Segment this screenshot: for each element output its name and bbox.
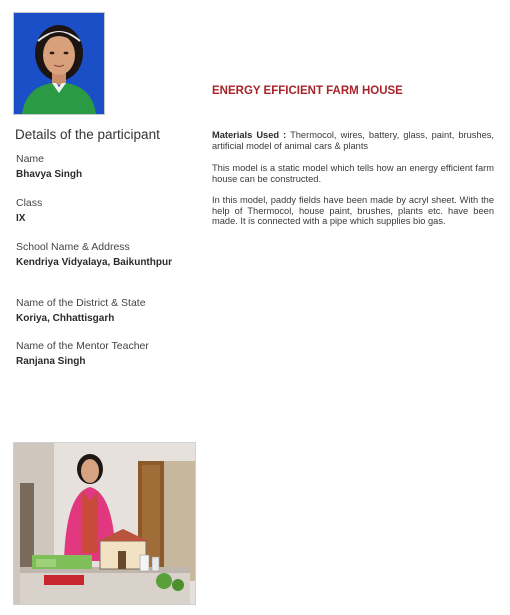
field-district [16,297,216,326]
field-mentor-value: Ranjana Singh [16,356,86,367]
field-class-label: Class [16,197,43,209]
description-paragraph-1: This model is a static model which tells how an energy efficient farm house can be constructed. [212,163,494,184]
participant-portrait-photo [14,13,104,114]
field-district-value: Koriya, Chhattisgarh [16,313,115,324]
description-paragraph-2: In this model, paddy fields have been made by acryl sheet. With the help of Thermocol, house paint, brushes, plants etc. have been made. It is connected with a pipe which supplies bio gas. [212,195,494,227]
portrait-illustration [14,13,104,114]
participant-section-title: Details of the participant [15,127,160,142]
field-district-label: Name of the District & State [16,297,146,309]
materials-text: Thermocol, wires, battery, glass, paint, brushes, artificial model of animal cars & plants [212,130,494,151]
materials-paragraph [212,130,494,151]
materials-label: Materials Used : [212,130,287,140]
model-photo [14,443,195,604]
model-photo-illustration [14,443,195,604]
field-school-label: School Name & Address [16,241,130,253]
field-name [16,153,216,182]
field-name-label: Name [16,153,45,165]
field-class-value: IX [16,213,26,224]
field-school [16,241,216,270]
field-school-value: Kendriya Vidyalaya, Baikunthpur [16,257,172,268]
field-name-value: Bhavya Singh [16,169,83,180]
project-title: ENERGY EFFICIENT FARM HOUSE [212,85,403,97]
field-mentor-label: Name of the Mentor Teacher [16,340,149,352]
field-mentor [16,340,216,369]
field-class [16,197,216,226]
